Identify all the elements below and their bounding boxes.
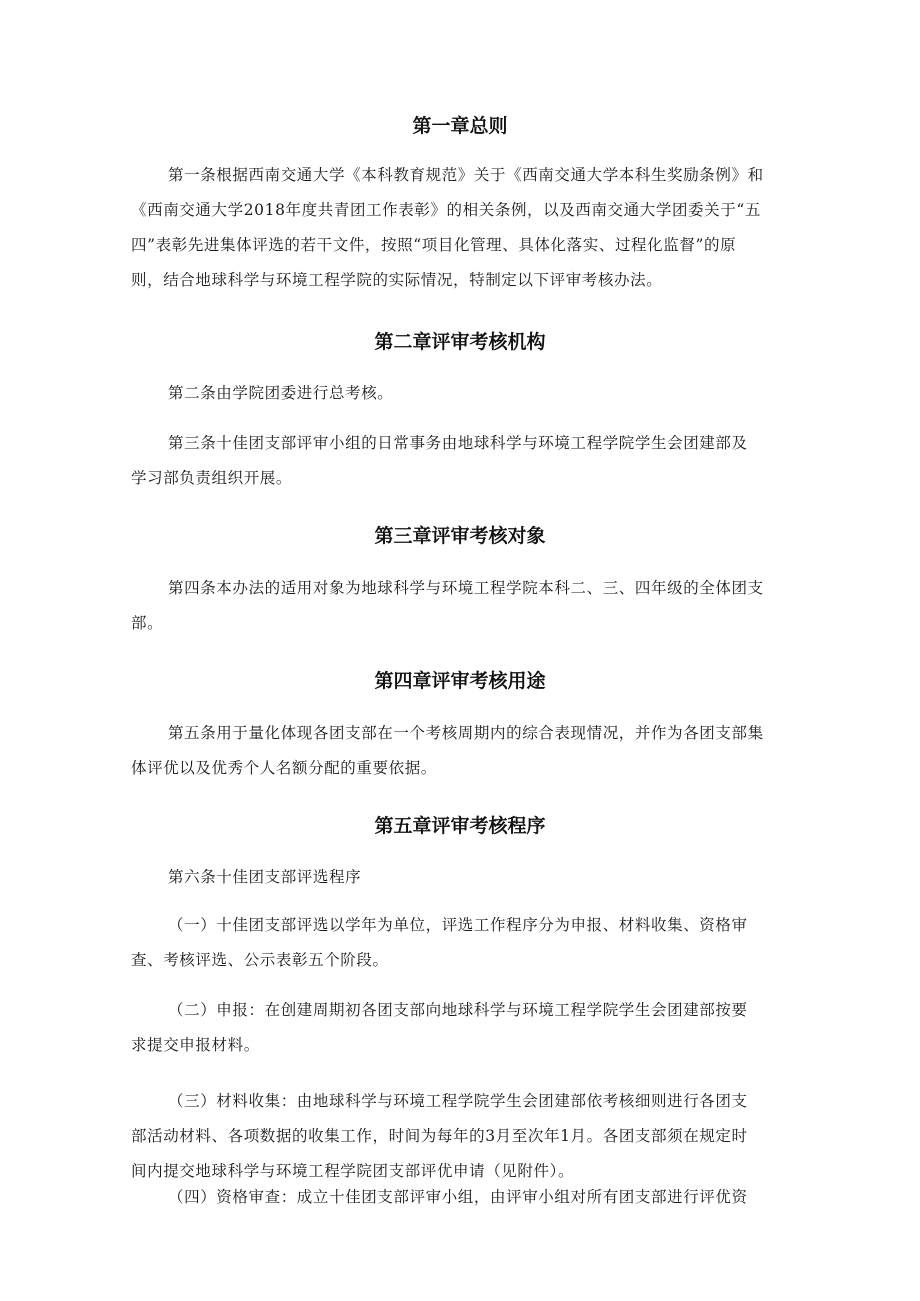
article-3-paragraph (131, 426, 791, 496)
chapter-heading-4: 第四章评审考核用途 (374, 670, 546, 692)
clause-3-paragraph (131, 1084, 791, 1189)
chapter-heading-3: 第三章评审考核对象 (374, 525, 546, 547)
chapter-heading-2: 第二章评审考核机构 (374, 331, 546, 353)
text-line: 部。 (131, 614, 164, 632)
article-2-paragraph (131, 376, 791, 411)
text-line: 四”表彰先进集体评选的若干文件，按照“项目化管理、具体化落实、过程化监督”的原 (131, 236, 737, 254)
text-line: （一）十佳团支部评选以学年为单位，评选工作程序分为申报、材料收集、资格审 (168, 916, 748, 934)
article-5-paragraph (131, 716, 791, 786)
article-4-paragraph (131, 571, 791, 641)
clause-4-paragraph (131, 1180, 791, 1215)
text-line: 《西南交通大学2018年度共青团工作表彰》的相关条例，以及西南交通大学团委关于“五 (131, 201, 761, 219)
text-line: （四）资格审查：成立十佳团支部评审小组，由评审小组对所有团支部进行评优资 (168, 1188, 748, 1206)
clause-2-paragraph (131, 993, 791, 1063)
chapter-heading-5: 第五章评审考核程序 (374, 815, 546, 837)
text-line: 则，结合地球科学与环境工程学院的实际情况，特制定以下评审考核办法。 (131, 271, 663, 289)
chapter-heading-1: 第一章总则 (412, 115, 508, 137)
article-1-paragraph (131, 158, 791, 298)
text-line: 部活动材料、各项数据的收集工作，时间为每年的3月至次年1月。各团支部须在规定时 (131, 1127, 748, 1145)
clause-1-paragraph (131, 908, 791, 978)
text-line: 第二条由学院团委进行总考核。 (168, 384, 394, 402)
text-line: 第六条十佳团支部评选程序 (168, 868, 362, 886)
text-line: 间内提交地球科学与环境工程学院团支部评优申请（见附件）。 (131, 1162, 575, 1180)
text-line: 第四条本办法的适用对象为地球科学与环境工程学院本科二、三、四年级的全体团支 (168, 579, 764, 597)
text-line: 第五条用于量化体现各团支部在一个考核周期内的综合表现情况，并作为各团支部集 (168, 724, 764, 742)
text-line: 体评优以及优秀个人名额分配的重要依据。 (131, 759, 437, 777)
text-line: 求提交申报材料。 (131, 1036, 260, 1054)
article-6-paragraph (131, 860, 791, 895)
text-line: 第三条十佳团支部评审小组的日常事务由地球科学与环境工程学院学生会团建部及 (168, 434, 748, 452)
text-line: 查、考核评选、公示表彰五个阶段。 (131, 951, 389, 969)
text-line: （二）申报：在创建周期初各团支部向地球科学与环境工程学院学生会团建部按要 (168, 1001, 748, 1019)
text-line: 第一条根据西南交通大学《本科教育规范》关于《西南交通大学本科生奖励条例》和 (168, 166, 764, 184)
text-line: （三）材料收集：由地球科学与环境工程学院学生会团建部依考核细则进行各团支 (168, 1092, 748, 1110)
text-line: 学习部负责组织开展。 (131, 469, 293, 487)
